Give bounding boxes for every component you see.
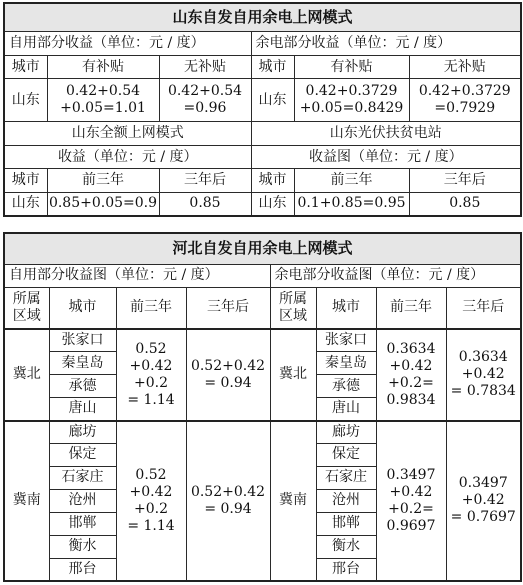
poverty-title: 山东光伏扶贫电站 [251, 122, 521, 146]
col-city: 城市 [251, 55, 294, 79]
col-city: 城市 [4, 169, 47, 193]
col-first-three-years: 前三年 [47, 169, 159, 193]
col-after-three-years: 三年后 [409, 169, 521, 193]
col-city: 城市 [316, 287, 376, 329]
south-surplus-first3-value: 0.3497 +0.42 +0.2= 0.9697 [376, 421, 446, 581]
city-cell: 石家庄 [316, 466, 376, 489]
north-surplus-after3-value: 0.3634 +0.42 = 0.7834 [446, 329, 521, 421]
city-cell: 山东 [251, 192, 294, 216]
south-surplus-after3-value: 0.3497 +0.42 = 0.7697 [446, 421, 521, 581]
city-cell: 廊坊 [49, 421, 116, 444]
hebei-surplus-header: 余电部分收益图（单位：元 / 度） [270, 264, 521, 287]
north-self-after3-value: 0.52+0.42 = 0.94 [186, 329, 270, 421]
city-cell: 衡水 [316, 535, 376, 558]
col-city: 城市 [49, 287, 116, 329]
hebei-title: 河北自发自用余电上网模式 [4, 233, 521, 264]
full-grid-after3-value: 0.85 [159, 192, 251, 216]
col-after-three-years: 三年后 [159, 169, 251, 193]
city-cell: 张家口 [49, 329, 116, 352]
city-cell: 秦皇岛 [316, 352, 376, 375]
city-cell: 唐山 [316, 398, 376, 421]
full-grid-unit: 收益（单位：元 / 度） [4, 145, 251, 169]
city-cell: 邯郸 [316, 512, 376, 535]
city-cell: 保定 [316, 443, 376, 466]
full-grid-first3-value: 0.85+0.05=0.9 [47, 192, 159, 216]
col-subsidy: 有补贴 [47, 55, 159, 79]
shandong-title: 山东自发自用余电上网模式 [4, 3, 521, 32]
south-self-after3-value: 0.52+0.42 = 0.94 [186, 421, 270, 581]
hebei-table [3, 232, 522, 582]
self-subsidy-value: 0.42+0.54 +0.05=1.01 [47, 79, 159, 122]
self-nosubsidy-value: 0.42+0.54 =0.96 [159, 79, 251, 122]
region-north: 冀北 [270, 329, 316, 421]
city-cell: 邢台 [49, 558, 116, 581]
region-north: 冀北 [4, 329, 49, 421]
city-cell: 山东 [4, 79, 47, 122]
col-city: 城市 [4, 55, 47, 79]
city-cell: 张家口 [316, 329, 376, 352]
full-grid-title: 山东全额上网模式 [4, 122, 251, 146]
city-cell: 唐山 [49, 398, 116, 421]
city-cell: 邯郸 [49, 512, 116, 535]
col-first-three-years: 前三年 [376, 287, 446, 329]
city-cell: 石家庄 [49, 466, 116, 489]
poverty-after3-value: 0.85 [409, 192, 521, 216]
surplus-subsidy-value: 0.42+0.3729 +0.05=0.8429 [294, 79, 409, 122]
north-surplus-first3-value: 0.3634 +0.42 +0.2= 0.9834 [376, 329, 446, 421]
city-cell: 承德 [49, 375, 116, 398]
col-region: 所属 区域 [4, 287, 49, 329]
city-cell: 邢台 [316, 558, 376, 581]
col-after-three-years: 三年后 [186, 287, 270, 329]
col-after-three-years: 三年后 [446, 287, 521, 329]
city-cell: 山东 [4, 192, 47, 216]
city-cell: 沧州 [316, 489, 376, 512]
shandong-surplus-header: 余电部分收益（单位：元 / 度） [251, 32, 521, 56]
city-cell: 保定 [49, 443, 116, 466]
city-cell: 秦皇岛 [49, 352, 116, 375]
col-city: 城市 [251, 169, 294, 193]
col-subsidy: 有补贴 [294, 55, 409, 79]
col-first-three-years: 前三年 [294, 169, 409, 193]
col-no-subsidy: 无补贴 [159, 55, 251, 79]
col-first-three-years: 前三年 [116, 287, 186, 329]
poverty-first3-value: 0.1+0.85=0.95 [294, 192, 409, 216]
city-cell: 廊坊 [316, 421, 376, 444]
city-cell: 衡水 [49, 535, 116, 558]
region-south: 冀南 [270, 421, 316, 581]
shandong-self-use-header: 自用部分收益（单位：元 / 度） [4, 32, 251, 56]
city-cell: 承德 [316, 375, 376, 398]
shandong-table [3, 2, 522, 217]
city-cell: 沧州 [49, 489, 116, 512]
region-south: 冀南 [4, 421, 49, 581]
hebei-self-use-header: 自用部分收益图（单位：元 / 度） [4, 264, 270, 287]
city-cell: 山东 [251, 79, 294, 122]
south-self-first3-value: 0.52 +0.42 +0.2 = 1.14 [116, 421, 186, 581]
surplus-nosubsidy-value: 0.42+0.3729 =0.7929 [409, 79, 521, 122]
north-self-first3-value: 0.52 +0.42 +0.2 = 1.14 [116, 329, 186, 421]
col-no-subsidy: 无补贴 [409, 55, 521, 79]
poverty-unit: 收益图（单位：元 / 度） [251, 145, 521, 169]
col-region: 所属 区域 [270, 287, 316, 329]
